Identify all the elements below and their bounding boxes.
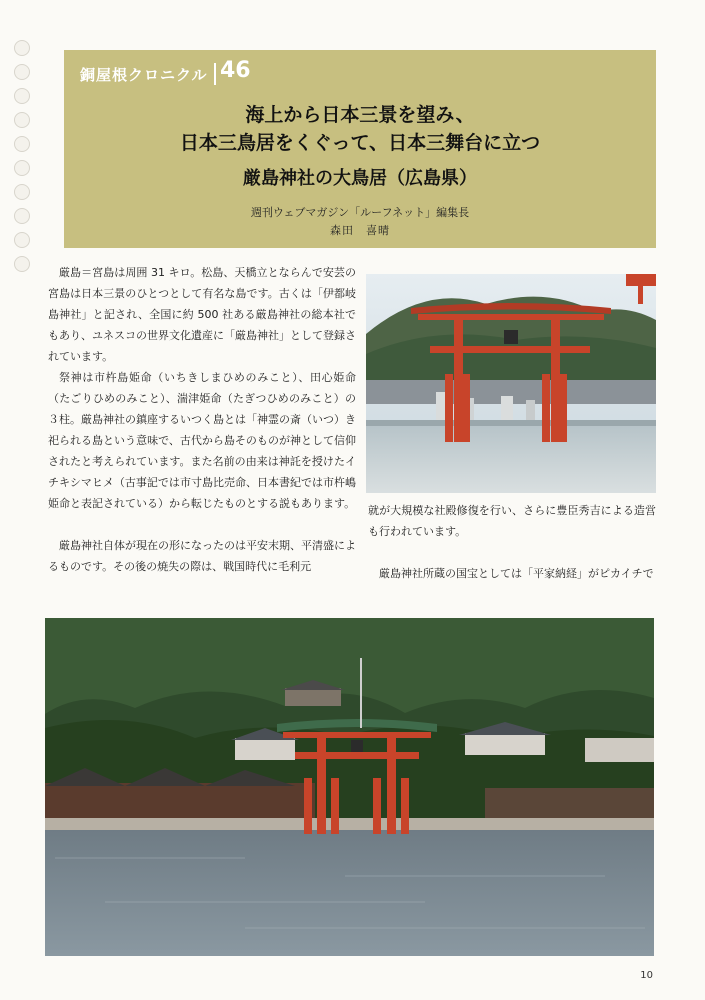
paragraph: 厳島神社自体が現在の形になったのは平安末期、平清盛によるものです。その後の焼失の際は、戦国時代に毛利元	[48, 539, 356, 573]
paragraph: 厳島神社所蔵の国宝としては「平家納経」がピカイチで	[379, 567, 654, 580]
binder-hole	[14, 184, 30, 200]
binder-hole	[14, 88, 30, 104]
title-line-1: 海上から日本三景を望み、	[245, 104, 475, 126]
binder-hole	[14, 112, 30, 128]
binder-hole	[14, 64, 30, 80]
binder-hole	[14, 40, 30, 56]
left-text-column	[48, 262, 356, 577]
series-label: 銅屋根クロニクル	[80, 66, 208, 84]
binder-holes	[14, 40, 34, 280]
torii-photo-top	[366, 274, 656, 493]
article-subtitle: 厳島神社の大鳥居（広島県）	[243, 168, 477, 189]
article-header	[64, 50, 656, 248]
author-role: 週刊ウェブマガジン「ルーフネット」編集長	[250, 206, 470, 219]
right-text-column	[368, 500, 656, 584]
binder-hole	[14, 136, 30, 152]
series-divider	[214, 63, 216, 85]
paragraph: 就が大規模な社殿修復を行い、さらに豊臣秀吉による造営も行われています。	[368, 504, 656, 538]
binder-hole	[14, 232, 30, 248]
title-line-2: 日本三鳥居をくぐって、日本三舞台に立つ	[179, 132, 541, 154]
series-number: 46	[220, 58, 251, 83]
binder-hole	[14, 256, 30, 272]
torii-photo-bottom	[45, 618, 654, 956]
binder-hole	[14, 208, 30, 224]
author-name: 森田 喜晴	[330, 224, 390, 237]
binder-hole	[14, 160, 30, 176]
torii-photo-bottom-image	[45, 618, 654, 956]
paragraph: 祭神は市杵島姫命（いちきしまひめのみこと）、田心姫命（たごりひめのみこと）、湍津姫命（たぎつひめのみこと）の３柱。厳島神社の鎮座するいつく島とは「神霊の斎（いつ）き祀られる島という意味で、古代から島そのものが神として信仰されたと考えられています。また名前の由来は神託を授けたイチキシマヒメ（古事記では市寸島比売命、日本書紀では市杵嶋姫命と表記されている）から転じたものとする説もあります。	[48, 371, 356, 510]
page-number: 10	[640, 970, 653, 981]
paragraph: 厳島＝宮島は周囲 31 キロ。松島、天橋立とならんで安芸の宮島は日本三景のひとつとして有名な島です。古くは「伊都岐島神社」と記され、全国に約 500 社ある厳島神社の総本社でもあり、ユネスコの世界文化遺産に「厳島神社」として登録されています。	[48, 266, 356, 363]
torii-photo-top-image	[366, 274, 656, 493]
